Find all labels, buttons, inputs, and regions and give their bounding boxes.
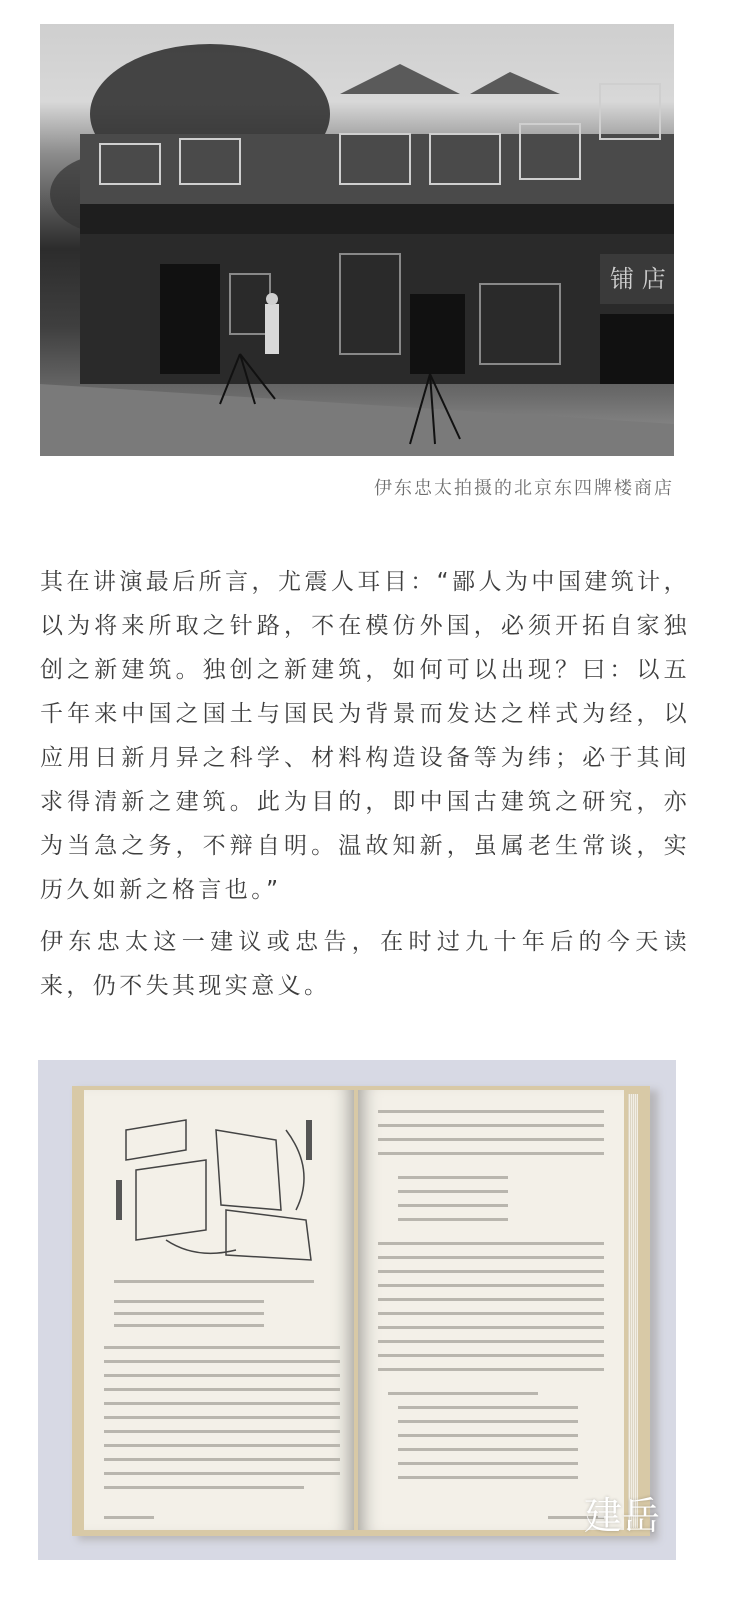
text-line <box>378 1340 604 1343</box>
open-book-photo <box>38 1060 676 1560</box>
storefront-sign: 铺 店 <box>610 265 666 293</box>
text-line <box>378 1110 604 1113</box>
text-line <box>104 1416 340 1419</box>
text-line <box>378 1354 604 1357</box>
storefront-illustration <box>40 24 674 456</box>
text-line <box>378 1242 604 1245</box>
text-line <box>104 1430 340 1433</box>
page-edges <box>628 1094 638 1528</box>
text-line <box>104 1360 340 1363</box>
paragraph-conclusion: 伊东忠太这一建议或忠告，在时过九十年后的今天读来，仍不失其现实意义。 <box>40 929 690 999</box>
paragraph-quote: 其在讲演最后所言，尤震人耳目：“鄙人为中国建筑计，以为将来所取之针路，不在模仿外国，必须开拓自家独创之新建筑。独创之新建筑，如何可以出现？曰：以五千年来中国之国土与国民为背景而发达之样式为经，以应用日新月异之科学、材料构造设备等为纬；必于其间求得清新之建筑。此为目的，即中国古建筑之研究，亦为当急之务，不辩自明。温故知新，虽属老生常谈，实历久如新之格言也。” <box>40 569 690 903</box>
text-line <box>398 1476 578 1479</box>
text-line <box>378 1270 604 1273</box>
text-line <box>378 1124 604 1127</box>
text-line <box>104 1402 340 1405</box>
text-line <box>104 1472 340 1475</box>
book-page-right <box>358 1090 624 1530</box>
text-line <box>114 1324 264 1327</box>
text-line <box>378 1368 604 1371</box>
calligraphy-seal: 建岳 <box>583 1494 660 1538</box>
text-line <box>104 1458 340 1461</box>
text-line <box>398 1204 508 1207</box>
text-line <box>378 1256 604 1259</box>
storefront-photo <box>40 24 674 456</box>
text-line <box>104 1444 340 1447</box>
text-line <box>104 1374 340 1377</box>
text-line <box>398 1176 508 1179</box>
book-page-left <box>84 1090 354 1530</box>
text-line <box>114 1300 264 1303</box>
figure-caption-line <box>114 1280 314 1283</box>
text-line <box>104 1486 304 1489</box>
architecture-sketch <box>106 1110 338 1270</box>
text-line <box>378 1312 604 1315</box>
page-footer <box>104 1516 154 1519</box>
photo-caption: 伊东忠太拍摄的北京东四牌楼商店 <box>374 478 674 499</box>
text-line <box>378 1298 604 1301</box>
text-line <box>398 1462 578 1465</box>
text-line <box>378 1152 604 1155</box>
text-line <box>398 1420 578 1423</box>
text-line <box>398 1406 578 1409</box>
text-line <box>378 1138 604 1141</box>
text-line <box>398 1190 508 1193</box>
text-line <box>388 1392 538 1395</box>
text-line <box>378 1326 604 1329</box>
text-line <box>378 1284 604 1287</box>
text-line <box>104 1388 340 1391</box>
text-line <box>398 1434 578 1437</box>
text-line <box>398 1218 508 1221</box>
text-line <box>398 1448 578 1451</box>
text-line <box>114 1312 264 1315</box>
text-line <box>104 1346 340 1349</box>
book-cover <box>72 1086 650 1536</box>
